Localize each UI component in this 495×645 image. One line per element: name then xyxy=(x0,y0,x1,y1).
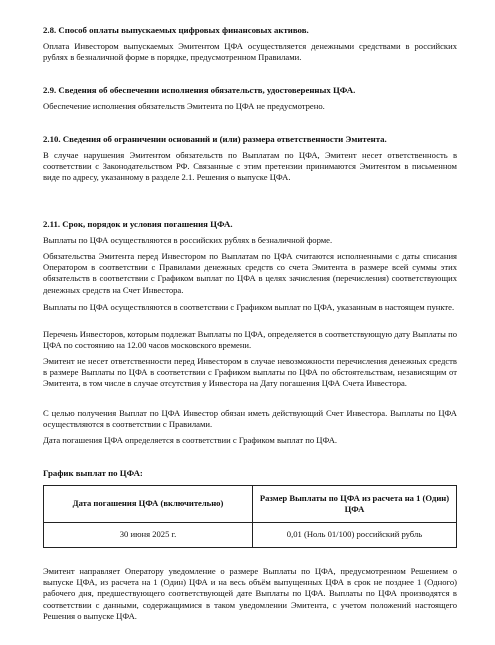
payment-schedule-table xyxy=(43,485,457,548)
section-2-11-para-7: Дата погашения ЦФА определяется в соответствии с Графиком выплат по ЦФА. xyxy=(43,435,338,445)
schedule-title: График выплат по ЦФА: xyxy=(43,468,143,478)
section-2-8-text: Оплата Инвестором выпускаемых Эмитентом ЦФА осуществляется денежными средствами в российских рублях в безналичной форме в порядке, предусмотренном Правилами. xyxy=(43,41,457,63)
section-2-11-para-3: Выплаты по ЦФА осуществляются в соответствии с Графиком выплат по ЦФА, указанным в настоящем пункте. xyxy=(43,302,455,312)
section-2-11-para-5: Эмитент не несет ответственности перед Инвестором в случае невозможности перечисления денежных средств в размере Выплаты по ЦФА в соответствии с Графиком выплаты по ЦФА по обстоятельствам, независящим от Эмитента, в том числе в случае отсутствия у Инвестора на Дату погашения ЦФА Счета Инвестора. xyxy=(43,356,457,389)
section-2-11-para-4: Перечень Инвесторов, которым подлежат Выплаты по ЦФА, определяется в соответствующую дату Выплаты по ЦФА по состоянию на 12.00 часов московского времени. xyxy=(43,329,457,351)
section-2-9-text: Обеспечение исполнения обязательств Эмитента по ЦФА не предусмотрено. xyxy=(43,101,325,111)
section-2-10-text: В случае нарушения Эмитентом обязательств по Выплатам по ЦФА, Эмитент несет ответственность в соответствии с Законодательством РФ. Связанные с этим претензии принимаются Эмитентом в письменном виде по адресу, указанному в разделе 2.1. Решения о выпуске ЦФА. xyxy=(43,150,457,183)
table-cell-date: 30 июня 2025 г. xyxy=(44,523,253,548)
table-header-date: Дата погашения ЦФА (включительно) xyxy=(44,486,253,523)
table-header-row xyxy=(44,486,457,523)
table-cell-amount: 0,01 (Ноль 01/100) российский рубль xyxy=(253,523,457,548)
section-2-11-para-1: Выплаты по ЦФА осуществляются в российских рублях в безналичной форме. xyxy=(43,235,333,245)
section-2-8-heading: 2.8. Способ оплаты выпускаемых цифровых финансовых активов. xyxy=(43,25,309,35)
table-header-amount: Размер Выплаты по ЦФА из расчета на 1 (Один) ЦФА xyxy=(253,486,457,523)
section-2-11-para-6: С целью получения Выплат по ЦФА Инвестор обязан иметь действующий Счет Инвестора. Выплаты по ЦФА осуществляются в соответствии с Правилами. xyxy=(43,408,457,430)
section-2-11-para-2: Обязательства Эмитента перед Инвестором по Выплатам по ЦФА считаются исполненными с даты списания Оператором в соответствии с Правилами денежных средств со счета Эмитента в размере всей суммы этих обязательств в соответствии с Графиком выплат по ЦФА в целях зачисления (перечисления) соответствующих денежных средств на Счет Инвестора. xyxy=(43,251,457,295)
table-row xyxy=(44,523,457,548)
section-2-11-heading: 2.11. Срок, порядок и условия погашения ЦФА. xyxy=(43,219,233,229)
closing-paragraph: Эмитент направляет Оператору уведомление о размере Выплаты по ЦФА, предусмотренном Решением о выпуске ЦФА, из расчета на 1 (Один) ЦФА и на весь объём выпущенных ЦФА в срок не позднее 1 (Одного) рабочего дня, предшествующего соответствующей дате Выплаты по ЦФА. Выплаты по ЦФА производятся в соответствии с данными, содержащимися в таком уведомлении Эмитента, с учетом положений настоящего Решения о выпуске ЦФА. xyxy=(43,566,457,621)
section-2-10-heading: 2.10. Сведения об ограничении оснований и (или) размера ответственности Эмитента. xyxy=(43,134,387,144)
section-2-9-heading: 2.9. Сведения об обеспечении исполнения обязательств, удостоверенных ЦФА. xyxy=(43,85,356,95)
